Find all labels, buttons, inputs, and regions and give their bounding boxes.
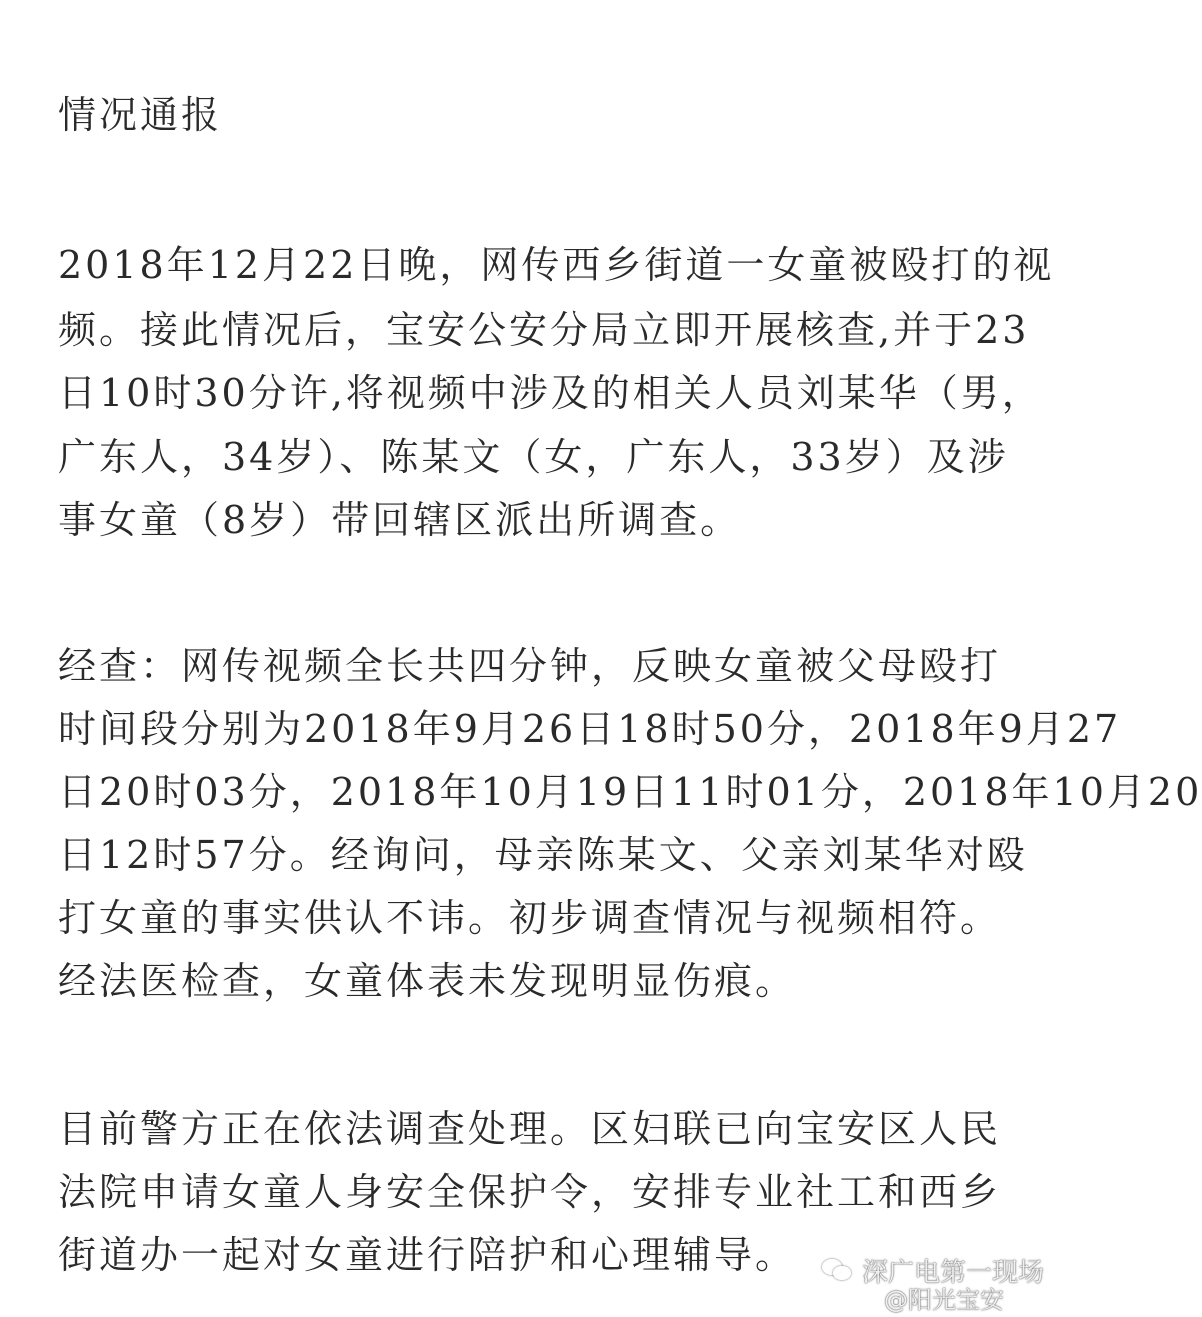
text-line: 目前警方正在依法调查处理。区妇联已向宝安区人民	[58, 1107, 1002, 1151]
text-line: 广东人，34岁）、陈某文（女，广东人，33岁）及涉	[58, 435, 1009, 479]
text-line: 2018年12月22日晚，网传西乡街道一女童被殴打的视	[58, 243, 1055, 287]
document-title: 情况通报	[58, 93, 223, 137]
text-line: 事女童（8岁）带回辖区派出所调查。	[58, 498, 742, 542]
text-line: 法院申请女童人身安全保护令，安排专业社工和西乡	[58, 1170, 1002, 1214]
text-line: 经查：网传视频全长共四分钟，反映女童被父母殴打	[58, 644, 1002, 688]
text-line: 街道办一起对女童进行陪护和心理辅导。	[58, 1233, 797, 1277]
weibo-watermark: @阳光宝安	[884, 1286, 1004, 1314]
channel-watermark	[822, 1253, 1044, 1287]
text-line: 日12时57分。经询问，母亲陈某文、父亲刘某华对殴	[58, 833, 1028, 877]
text-line: 打女童的事实供认不讳。初步调查情况与视频相符。	[58, 896, 1002, 940]
text-line: 频。接此情况后，宝安公安分局立即开展核查,并于23	[58, 308, 1030, 352]
text-line: 日20时03分，2018年10月19日11时01分，2018年10月20	[58, 770, 1202, 814]
text-line: 日10时30分许,将视频中涉及的相关人员刘某华（男，	[58, 371, 1043, 415]
channel-watermark-text: 深广电第一现场	[862, 1257, 1045, 1288]
wechat-icon	[822, 1257, 854, 1283]
text-line: 时间段分别为2018年9月26日18时50分，2018年9月27	[58, 707, 1122, 751]
text-line: 经法医检查，女童体表未发现明显伤痕。	[58, 959, 797, 1003]
